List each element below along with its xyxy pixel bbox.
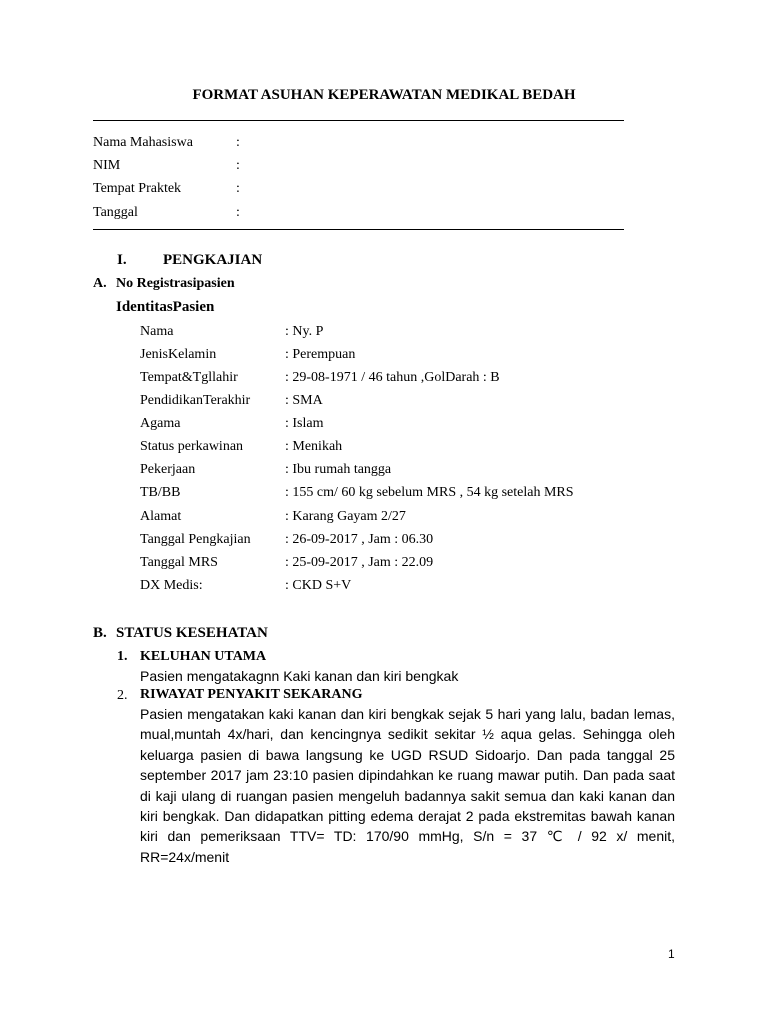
- page-number: 1: [668, 947, 675, 961]
- section-heading-pengkajian: PENGKAJIAN: [163, 252, 263, 268]
- identity-label: Pekerjaan: [140, 462, 196, 477]
- section-b-label: B.: [93, 625, 107, 641]
- info-label-tempat-praktek: Tempat Praktek: [93, 181, 182, 196]
- divider-info: [93, 229, 624, 230]
- identity-value: : Ibu rumah tangga: [285, 462, 392, 477]
- section-number: I.: [117, 252, 127, 268]
- info-label-tanggal: Tanggal: [93, 205, 138, 220]
- identity-value: : Islam: [285, 416, 324, 431]
- identity-label: Tanggal Pengkajian: [140, 532, 251, 547]
- identity-label: Status perkawinan: [140, 439, 244, 454]
- identity-label: Agama: [140, 416, 181, 431]
- riwayat-penyakit-text: Pasien mengatakan kaki kanan dan kiri bengkak sejak 5 hari yang lalu, badan lemas, mual,muntah 4x/hari, dan kencingnya sedikit sekitar ½ aqua gelas. Sehingga oleh keluarga pasien di bawa langsung ke UGD RSUD Sidoarjo. Dan pada tanggal 25 september 2017 jam 23:10 pasien dipindahkan ke ruang mawar putih. Dan pada saat di kaji ulang di ruangan pasien mengeluh badannya sakit semua dan kaki kanan dan kiri bengkak. Dan didapatkan pitting edema derajat 2 pada ekstremitas bawah kanan kiri dan pemeriksaan TTV= TD: 170/90 mmHg, S/n = 37 ℃ / 92 x/ menit, RR=24x/menit: [140, 706, 675, 865]
- section-a-label: A.: [93, 276, 107, 291]
- item-number: 1.: [117, 649, 128, 664]
- identity-label: Alamat: [140, 509, 182, 524]
- identity-label: TB/BB: [140, 485, 181, 500]
- identity-value: : Ny. P: [285, 324, 324, 339]
- item-number: 2.: [117, 688, 128, 703]
- info-colon: :: [236, 135, 240, 150]
- section-a-title: No Registrasipasien: [116, 276, 235, 291]
- info-colon: :: [236, 181, 240, 196]
- identity-value: : 26-09-2017 , Jam : 06.30: [285, 532, 434, 547]
- identity-label: PendidikanTerakhir: [140, 393, 251, 408]
- identity-label: JenisKelamin: [140, 347, 217, 362]
- document-title: FORMAT ASUHAN KEPERAWATAN MEDIKAL BEDAH: [192, 87, 576, 103]
- info-label-nama-mahasiswa: Nama Mahasiswa: [93, 135, 193, 150]
- info-colon: :: [236, 158, 240, 173]
- identity-label: Tanggal MRS: [140, 555, 218, 570]
- riwayat-penyakit-heading: RIWAYAT PENYAKIT SEKARANG: [140, 687, 363, 702]
- identity-label: Nama: [140, 324, 174, 339]
- identity-value: : Karang Gayam 2/27: [285, 509, 406, 524]
- section-b-title: STATUS KESEHATAN: [116, 625, 268, 641]
- keluhan-utama-heading: KELUHAN UTAMA: [140, 649, 267, 664]
- identity-value: : CKD S+V: [285, 578, 352, 593]
- identity-subheading: IdentitasPasien: [116, 299, 215, 315]
- identity-label: Tempat&Tgllahir: [140, 370, 238, 385]
- identity-value: : 25-09-2017 , Jam : 22.09: [285, 555, 434, 570]
- identity-value: : 155 cm/ 60 kg sebelum MRS , 54 kg setelah MRS: [285, 485, 574, 500]
- info-label-nim: NIM: [93, 158, 121, 173]
- info-colon: :: [236, 205, 240, 220]
- identity-value: : SMA: [285, 393, 323, 408]
- keluhan-utama-text: Pasien mengatakagnn Kaki kanan dan kiri bengkak: [140, 668, 459, 684]
- divider-top: [93, 120, 624, 121]
- identity-value: : Perempuan: [285, 347, 356, 362]
- identity-value: : 29-08-1971 / 46 tahun ,GolDarah : B: [285, 370, 500, 385]
- identity-value: : Menikah: [285, 439, 343, 454]
- identity-label: DX Medis:: [140, 578, 203, 593]
